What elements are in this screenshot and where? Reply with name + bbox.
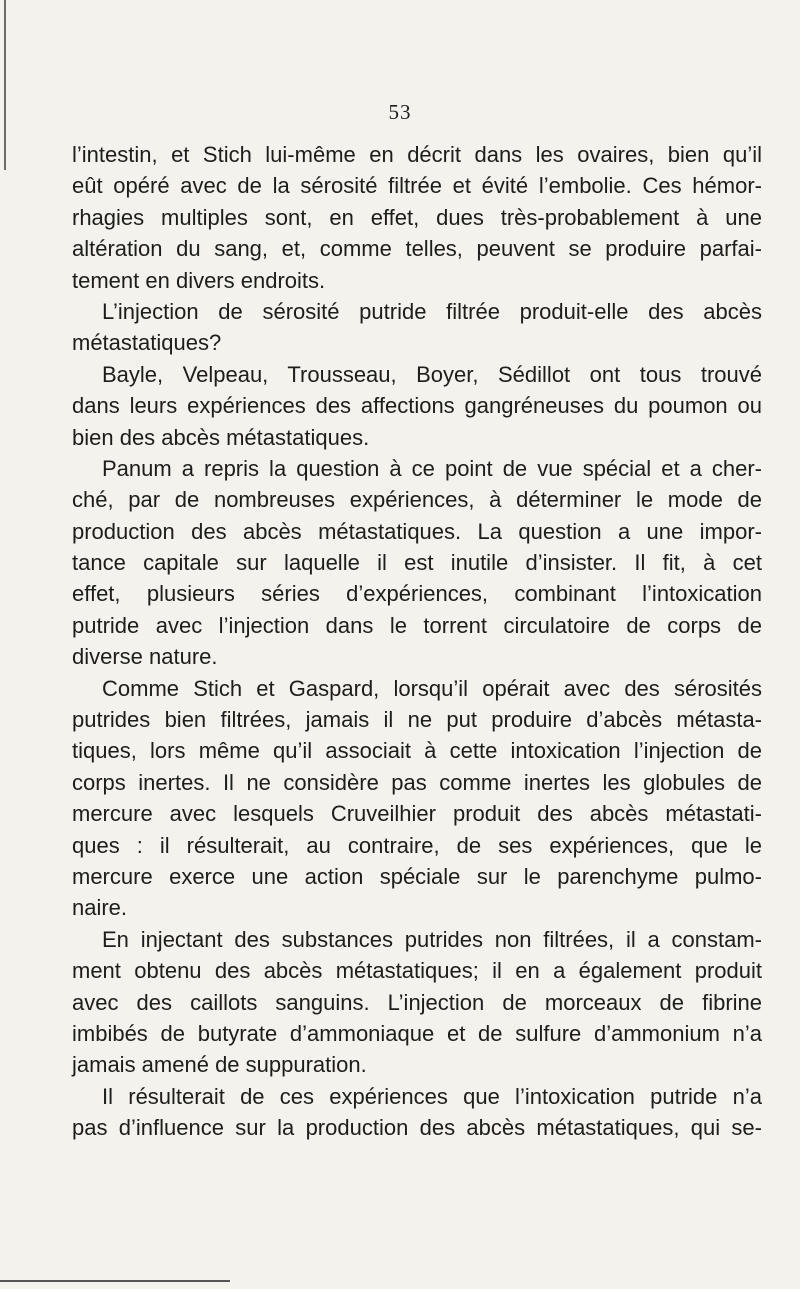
text-line: mercure avec lesquels Cruveilhier produit des abcès métastati-: [72, 801, 762, 827]
body-text: [72, 139, 762, 1144]
text-line: altération du sang, et, comme telles, peuvent se produire parfai-: [72, 236, 762, 262]
text-line: jamais amené de suppuration.: [72, 1052, 367, 1078]
text-line: diverse nature.: [72, 644, 218, 670]
text-line: tiques, lors même qu’il associait à cette intoxication l’injection de: [72, 738, 762, 764]
text-line: naire.: [72, 895, 128, 921]
text-line: putrides bien filtrées, jamais il ne put produire d’abcès métasta-: [72, 707, 762, 733]
text-line: effet, plusieurs séries d’expériences, combinant l’intoxication: [72, 581, 762, 607]
text-line: ment obtenu des abcès métastatiques; il en a également produit: [72, 958, 762, 984]
text-line: production des abcès métastatiques. La question a une impor-: [72, 518, 762, 544]
text-line: bien des abcès métastatiques.: [72, 424, 370, 450]
text-line: L’injection de sérosité putride filtrée produit-elle des abcès: [102, 298, 762, 324]
text-line: En injectant des substances putrides non filtrées, il a constam-: [102, 926, 762, 952]
text-line: Panum a repris la question à ce point de vue spécial et a cher-: [102, 455, 762, 481]
text-line: corps inertes. Il ne considère pas comme inertes les globules de: [72, 769, 762, 795]
text-line: ché, par de nombreuses expériences, à déterminer le mode de: [72, 487, 762, 513]
text-line: imbibés de butyrate d’ammoniaque et de sulfure d’ammonium n’a: [72, 1020, 762, 1046]
text-line: l’intestin, et Stich lui-même en décrit dans les ovaires, bien qu’il: [72, 142, 762, 167]
text-line: pas d’influence sur la production des abcès métastatiques, qui se-: [72, 1115, 762, 1141]
text-line: eût opéré avec de la sérosité filtrée et évité l’embolie. Ces hémor-: [72, 173, 762, 199]
text-line: Bayle, Velpeau, Trousseau, Boyer, Sédillot ont tous trouvé: [102, 361, 762, 387]
text-line: dans leurs expériences des affections gangréneuses du poumon ou: [72, 393, 762, 419]
page-edge: [4, 0, 6, 170]
text-line: ques : il résulterait, au contraire, de ses expériences, que le: [72, 832, 762, 858]
text-line: mercure exerce une action spéciale sur le parenchyme pulmo-: [72, 863, 762, 889]
text-line: tance capitale sur laquelle il est inutile d’insister. Il fit, à cet: [72, 550, 762, 576]
text-line: avec des caillots sanguins. L’injection de morceaux de fibrine: [72, 989, 762, 1015]
text-line: putride avec l’injection dans le torrent circulatoire de corps de: [72, 612, 762, 638]
text-line: rhagies multiples sont, en effet, dues très-probablement à une: [72, 204, 762, 230]
bottom-edge-line: [0, 1280, 230, 1282]
text-line: tement en divers endroits.: [72, 267, 326, 293]
text-line: Il résulterait de ces expériences que l’intoxication putride n’a: [102, 1083, 762, 1109]
text-line: métastatiques?: [72, 330, 222, 356]
page-number: 53: [388, 100, 412, 124]
text-line: Comme Stich et Gaspard, lorsqu’il opérait avec des sérosités: [102, 675, 762, 701]
